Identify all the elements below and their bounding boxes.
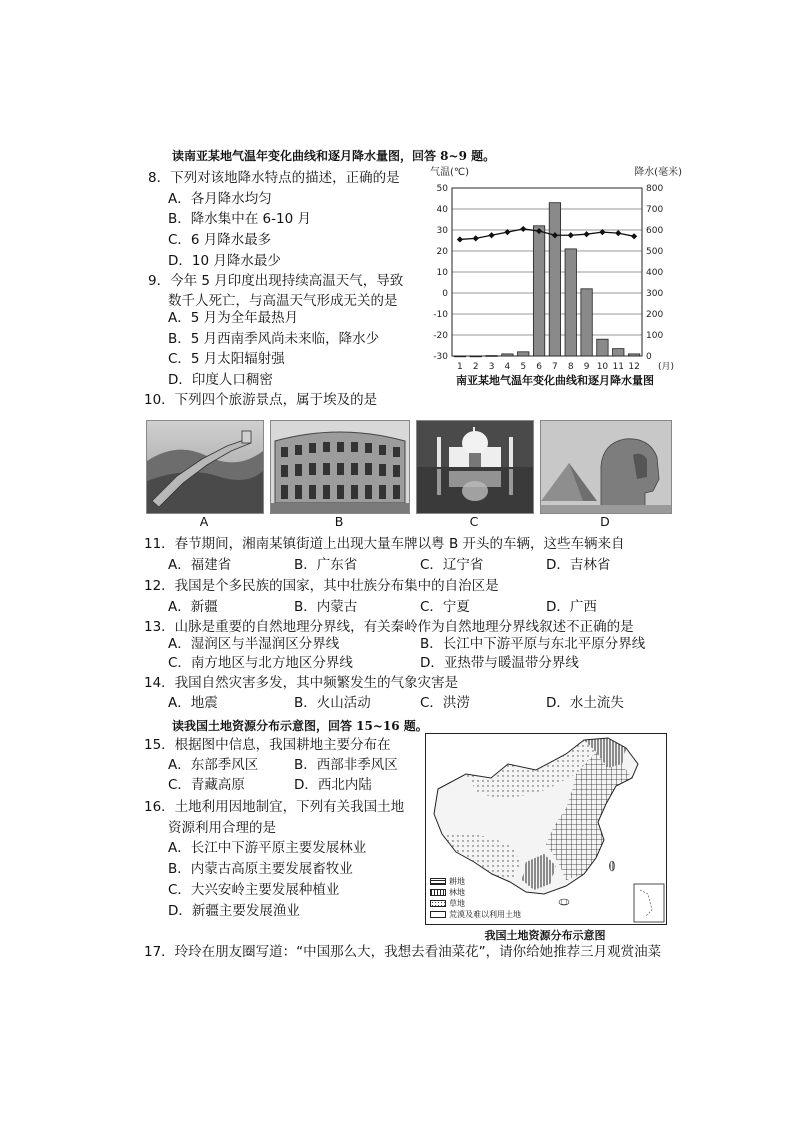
precip-bar <box>581 289 592 356</box>
x-tick-label: 7 <box>552 362 558 372</box>
y-tick-left: -10 <box>433 310 448 320</box>
question-13-option-a[interactable]: A．湿润区与半湿润区分界线 <box>168 636 340 652</box>
x-tick-label: 2 <box>472 362 479 372</box>
y-tick-left: -30 <box>433 352 448 362</box>
land-map <box>425 733 667 925</box>
question-16-stem-line1: 16．土地利用因地制宜，下列有关我国土地 <box>144 799 405 815</box>
great-wall-image <box>147 421 263 513</box>
legend-desert-label: 荒漠及难以利用土地 <box>449 910 521 919</box>
photo-taj-mahal[interactable] <box>416 420 534 514</box>
land-map-caption: 我国土地资源分布示意图 <box>484 929 606 942</box>
cropland-swatch-icon <box>430 878 446 885</box>
x-tick-label: 8 <box>567 362 574 372</box>
chart-x-unit: (月) <box>658 362 675 372</box>
y-tick-right: 700 <box>646 205 664 215</box>
precip-bar <box>628 354 639 356</box>
y-tick-right: 0 <box>646 352 652 362</box>
legend-grassland-label: 草地 <box>449 899 465 908</box>
y-tick-left: 40 <box>436 205 448 215</box>
y-tick-left: -20 <box>433 331 448 341</box>
question-13-stem: 13．山脉是重要的自然地理分界线，有关秦岭作为自然地理分界线叙述不正确的是 <box>144 619 634 635</box>
question-8-option-c[interactable]: C．6 月降水最多 <box>168 232 272 248</box>
question-16-option-a[interactable]: A．长江中下游平原主要发展林业 <box>168 840 367 856</box>
question-12-option-b[interactable]: B．内蒙古 <box>294 599 358 615</box>
question-11-option-d[interactable]: D．吉林省 <box>546 557 611 573</box>
x-tick-label: 3 <box>488 362 495 372</box>
colosseum-image <box>271 421 409 513</box>
question-12-option-a[interactable]: A．新疆 <box>168 599 218 615</box>
x-tick-label: 12 <box>628 362 640 372</box>
question-12-stem: 12．我国是个多民族的国家，其中壮族分布集中的自治区是 <box>144 578 499 594</box>
precip-bar <box>502 354 513 356</box>
question-16-stem-line2: 资源利用合理的是 <box>168 820 276 836</box>
question-16-option-b[interactable]: B．内蒙古高原主要发展畜牧业 <box>168 861 353 877</box>
y-tick-left: 10 <box>436 268 448 278</box>
question-12-option-d[interactable]: D．广西 <box>546 599 597 615</box>
y-tick-left: 30 <box>436 226 448 236</box>
photo-label-d: D <box>600 514 610 529</box>
question-9-stem-line2: 数千人死亡，与高温天气形成无关的是 <box>168 293 398 309</box>
question-15-option-b[interactable]: B．西部非季风区 <box>294 757 398 773</box>
legend-cropland-label: 耕地 <box>449 877 465 886</box>
question-15-option-a[interactable]: A．东部季风区 <box>168 757 259 773</box>
question-9-option-c[interactable]: C．5 月太阳辐射强 <box>168 351 285 367</box>
question-13-option-b[interactable]: B．长江中下游平原与东北平原分界线 <box>420 636 646 652</box>
intro-climate: 读南亚某地气温年变化曲线和逐月降水量图，回答 8~9 题。 <box>172 149 496 163</box>
photo-great-wall[interactable] <box>146 420 264 514</box>
question-8-option-b[interactable]: B．降水集中在 6-10 月 <box>168 211 311 227</box>
question-13-option-d[interactable]: D．亚热带与暖温带分界线 <box>420 655 579 671</box>
question-14-option-c[interactable]: C．洪涝 <box>420 695 470 711</box>
photo-colosseum[interactable] <box>270 420 410 514</box>
question-15-option-c[interactable]: C．青藏高原 <box>168 777 245 793</box>
question-12-option-c[interactable]: C．宁夏 <box>420 599 470 615</box>
x-tick-label: 10 <box>596 362 609 372</box>
photo-label-a: A <box>199 514 209 529</box>
question-14-stem: 14．我国自然灾害多发，其中频繁发生的气象灾害是 <box>144 675 459 691</box>
chart-ylabel-left: 气温(℃) <box>430 167 470 178</box>
map-legend <box>430 876 521 920</box>
x-tick-label: 5 <box>520 362 527 372</box>
y-tick-right: 400 <box>646 268 664 278</box>
grassland-swatch-icon <box>430 900 446 907</box>
precip-bar <box>470 356 481 357</box>
precip-bar <box>565 249 576 356</box>
question-9-stem-line1: 9．今年 5 月印度出现持续高温天气，导致 <box>148 273 404 289</box>
y-tick-right: 800 <box>646 184 664 194</box>
question-14-option-d[interactable]: D．水土流失 <box>546 695 624 711</box>
legend-forest-label: 林地 <box>449 888 465 897</box>
intro-land: 读我国土地资源分布示意图，回答 15~16 题。 <box>172 719 428 733</box>
y-tick-right: 300 <box>646 289 664 299</box>
x-tick-label: 6 <box>536 362 542 372</box>
legend-forest <box>430 887 521 898</box>
question-17-stem: 17．玲玲在朋友圈写道：“中国那么大，我想去看油菜花”，请你给她推荐三月观赏油菜 <box>144 944 662 960</box>
question-10-stem: 10．下列四个旅游景点，属于埃及的是 <box>144 392 378 408</box>
y-tick-right: 200 <box>646 310 664 320</box>
x-tick-label: 9 <box>583 362 590 372</box>
precip-bar <box>613 349 624 356</box>
legend-grassland <box>430 898 521 909</box>
photo-label-c: C <box>469 514 479 529</box>
x-tick-label: 11 <box>612 362 624 372</box>
y-tick-right: 500 <box>646 247 664 257</box>
y-tick-right: 600 <box>646 226 664 236</box>
forest-swatch-icon <box>430 889 446 896</box>
photo-label-b: B <box>334 514 344 529</box>
taj-mahal-image <box>417 421 533 513</box>
legend-desert <box>430 909 521 920</box>
question-9-option-a[interactable]: A．5 月为全年最热月 <box>168 310 299 326</box>
question-11-option-c[interactable]: C．辽宁省 <box>420 557 484 573</box>
question-11-option-a[interactable]: A．福建省 <box>168 557 232 573</box>
question-14-option-b[interactable]: B．火山活动 <box>294 695 371 711</box>
question-8-option-a[interactable]: A．各月降水均匀 <box>168 191 272 207</box>
y-tick-left: 20 <box>436 247 448 257</box>
question-11-option-b[interactable]: B．广东省 <box>294 557 358 573</box>
precip-bar <box>518 352 529 356</box>
chart-title: 南亚某地气温年变化曲线和逐月降水量图 <box>456 374 654 387</box>
question-8-stem: 8．下列对该地降水特点的描述，正确的是 <box>148 170 400 186</box>
legend-cropland <box>430 876 521 887</box>
question-16-option-d[interactable]: D．新疆主要发展渔业 <box>168 903 300 919</box>
question-16-option-c[interactable]: C．大兴安岭主要发展种植业 <box>168 882 340 898</box>
photo-sphinx[interactable] <box>540 420 672 514</box>
y-tick-left: 50 <box>436 184 448 194</box>
question-9-option-b[interactable]: B．5 月西南季风尚未来临，降水少 <box>168 331 380 347</box>
question-15-option-d[interactable]: D．西北内陆 <box>294 777 372 793</box>
question-14-option-a[interactable]: A．地震 <box>168 695 218 711</box>
x-tick-label: 1 <box>457 362 463 372</box>
question-11-stem: 11．春节期间，湘南某镇街道上出现大量车牌以粤 B 开头的车辆，这些车辆来自 <box>144 536 625 552</box>
precip-bar <box>597 339 608 356</box>
desert-swatch-icon <box>430 911 446 918</box>
question-15-stem: 15．根据图中信息，我国耕地主要分布在 <box>144 737 391 753</box>
sphinx-image <box>541 421 671 513</box>
question-9-option-d[interactable]: D．印度人口稠密 <box>168 372 273 388</box>
chart-ylabel-right: 降水(毫米) <box>634 167 682 178</box>
precip-bar <box>454 356 465 357</box>
precip-bar <box>549 203 560 356</box>
y-tick-right: 100 <box>646 331 664 341</box>
question-8-option-d[interactable]: D．10 月降水最少 <box>168 253 281 269</box>
question-13-option-c[interactable]: C．南方地区与北方地区分界线 <box>168 655 353 671</box>
precip-bar <box>533 226 544 356</box>
x-tick-label: 4 <box>504 362 511 372</box>
precip-bar <box>486 356 497 357</box>
y-tick-left: 0 <box>442 289 448 299</box>
climate-chart <box>420 160 690 388</box>
